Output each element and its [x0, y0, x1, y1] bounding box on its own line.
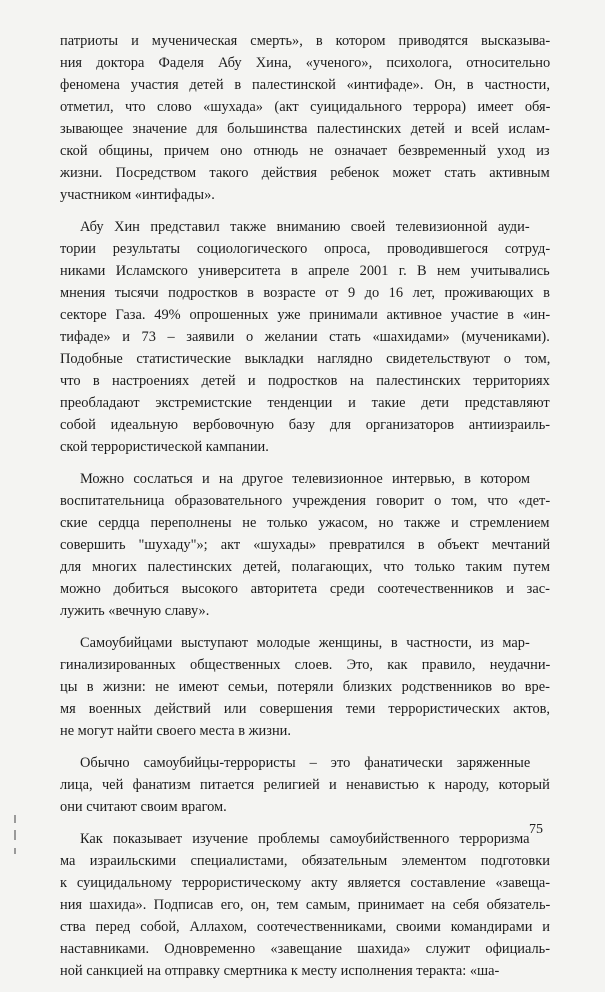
- text-line: не могут найти своего места в жизни.: [60, 723, 291, 739]
- text-line: мя военных действий или совершения теми террористических актов,: [60, 701, 551, 717]
- paragraph: [60, 30, 550, 206]
- text-line: Самоубийцами выступают молодые женщины, в частности, из мар-: [80, 635, 530, 651]
- text-line: что в настроениях детей и подростков на палестинских территориях: [60, 373, 550, 389]
- text-line: никами Исламского университета в апреле 2001 г. В нем учитывались: [60, 263, 550, 279]
- text-line: феномена участия детей в палестинской «интифаде». Он, в частности,: [60, 77, 550, 93]
- text-line: секторе Газа. 49% опрошенных уже принимали активное участие в «ин-: [60, 307, 551, 323]
- text-line: воспитательница образовательного учреждения говорит о том, что «дет-: [60, 493, 551, 509]
- text-line: ной санкцией на отправку смертника к месту исполнения теракта: «ша-: [60, 963, 500, 979]
- text-line: тифаде» и 73 – заявили о желании стать «шахидами» (мучениками).: [60, 329, 550, 345]
- text-line: Как показывает изучение проблемы самоубийственного терроризма: [80, 831, 530, 847]
- text-line: лужить «вечную славу».: [60, 603, 210, 619]
- text-line: отметил, что слово «шухада» (акт суицидального террора) имеет обя-: [60, 99, 551, 115]
- text-line: ния шахида». Подписав его, он, тем самым, принимает на себя обязатель-: [60, 897, 551, 913]
- text-line: цы в жизни: не имеют семьи, потеряли близких родственников во вре-: [60, 679, 550, 695]
- text-line: ства перед собой, Аллахом, соотечественниками, своими командирами и: [60, 919, 551, 935]
- paragraph: [60, 752, 550, 818]
- text-line: ской террористической кампании.: [60, 439, 269, 455]
- scan-edge-mark: [14, 815, 16, 823]
- text-line: совершить "шухаду"»; акт «шухады» превратился в объект мечтаний: [60, 537, 551, 553]
- text-line: ма израильскими специалистами, обязательным элементом подготовки: [60, 853, 550, 869]
- scan-edge-mark: [14, 848, 16, 854]
- text-line: к суицидальному террористическому акту является составление «завеща-: [60, 875, 551, 891]
- text-line: собой идеальную вербовочную базу для организаторов антиизраиль-: [60, 417, 551, 433]
- text-line: преобладают экстремистские тенденции и такие дети представляют: [60, 395, 550, 411]
- text-line: лица, чей фанатизм питается религией и ненавистью к народу, который: [60, 777, 550, 793]
- paragraph: [60, 632, 550, 742]
- text-line: жизни. Посредством такого действия ребенок может стать активным: [60, 165, 550, 181]
- paragraph: [60, 828, 550, 982]
- text-line: мнения тысячи подростков в возрасте от 9 до 16 лет, проживающих в: [60, 285, 550, 301]
- text-line: наставниками. Одновременно «завещание шахида» служит официаль-: [60, 941, 551, 957]
- text-line: гинализированных общественных слоев. Это, как правило, неудачни-: [60, 657, 551, 673]
- text-line: они считают своим врагом.: [60, 799, 227, 815]
- scan-edge-mark: [14, 830, 16, 840]
- text-line: ской общины, причем оно отнюдь не означает безвременный уход из: [60, 143, 550, 159]
- text-line: Абу Хин представил также вниманию своей телевизионной ауди-: [80, 219, 530, 235]
- text-line: патриоты и мученическая смерть», в котором приводятся высказыва-: [60, 33, 551, 49]
- page-number: 75: [529, 822, 543, 837]
- text-line: участником «интифады».: [60, 187, 215, 203]
- text-line: ские сердца переполнены не только ужасом, но также и стремлением: [60, 515, 550, 531]
- text-line: Обычно самоубийцы-террористы – это фанатически заряженные: [80, 755, 531, 771]
- text-line: зывающее значение для большинства палестинских детей и всей ислам-: [60, 121, 550, 137]
- text-line: ния доктора Фаделя Абу Хина, «ученого», психолога, относительно: [60, 55, 551, 71]
- text-line: можно добиться высокого авторитета среди соотечественников и зас-: [60, 581, 550, 597]
- text-line: тории результаты социологического опроса, проводившегося сотруд-: [60, 241, 551, 257]
- text-line: Подобные статистические выкладки наглядно свидетельствуют о том,: [60, 351, 551, 367]
- text-line: Можно сослаться и на другое телевизионное интервью, в котором: [80, 471, 530, 487]
- paragraph: [60, 216, 550, 458]
- body-text: [60, 30, 550, 992]
- text-line: для многих палестинских детей, полагающих, что только таким путем: [60, 559, 550, 575]
- paragraph: [60, 468, 550, 622]
